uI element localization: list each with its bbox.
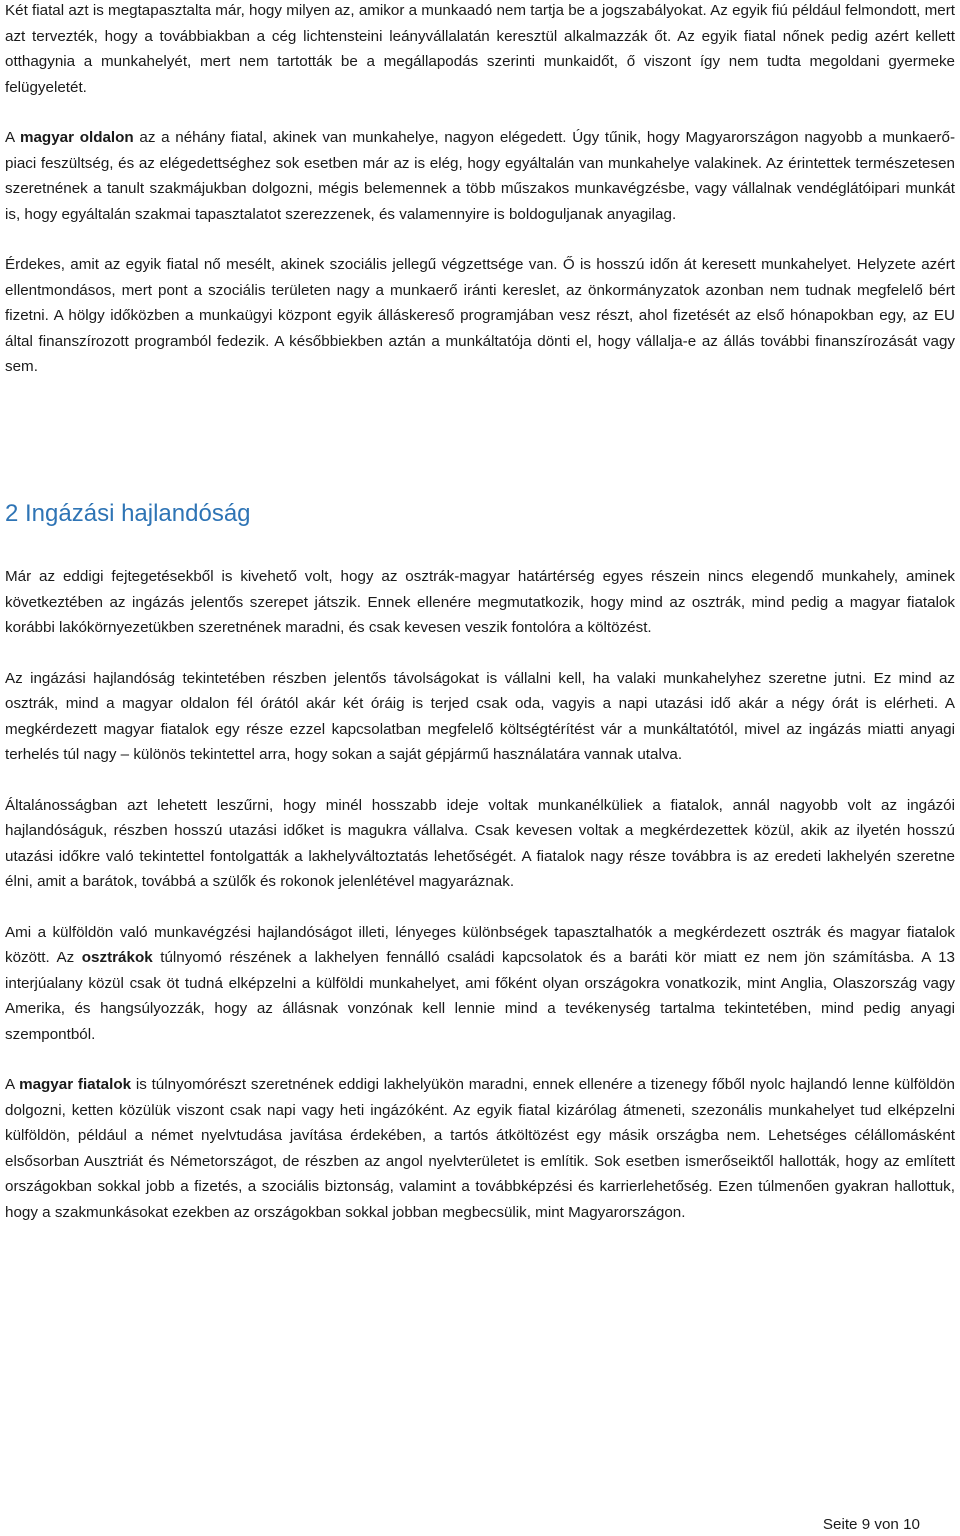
paragraph-3: [5, 252, 955, 380]
paragraph-6: [5, 793, 955, 895]
top-section: [5, 0, 955, 380]
text-run: az a néhány fiatal, akinek van munkahelye, nagyon elégedett. Úgy tűnik, hogy Magyarországon nagyobb a munkaerő-piaci feszültség, és az elégedettséghez sok esetben már az is elég, hogy egyáltalán van munkahelye valakinek. Az érintettek természetesen szeretnének a tanult szakmájukban dolgozni, mégis belemennek a több műszakos munkavégzésbe, vagy vállalnak vendéglátóipari munkát is, hogy egyáltalán szakmai tapasztalatot szerezzenek, és valamennyire is boldoguljanak anyagilag.: [5, 129, 956, 223]
bottom-section: [5, 564, 955, 1225]
paragraph-8: [5, 1072, 955, 1225]
paragraph-2: [5, 125, 955, 227]
text-run: Két fiatal azt is megtapasztalta már, hogy milyen az, amikor a munkaadó nem tartja be a jogszabályokat. Az egyik fiú például felmondott, mert azt tervezték, hogy a továbbiakban a cég lichtensteini leányvállalatán keresztül alkalmazzák őt. Az egyik fiatal nőnek pedig azért kellett otthagynia a munkahelyét, mert nem tartották be a megállapodás szerinti munkaidőt, ő viszont így nem tudta megoldani gyermeke felügyeletét.: [5, 2, 955, 96]
text-run: Általánosságban azt lehetett leszűrni, hogy minél hosszabb ideje voltak munkanélküliek a fiatalok, annál nagyobb volt az ingázói hajlandóságuk, részben hosszú utazási időket is magukra vállalva. Csak kevesen voltak a megkérdezettek közül, akik az ilyetén hosszú utazási időkre való tekintettel fontolgatták a lakhelyváltoztatás lehetőségét. A fiatalok nagy része továbbra is az eredeti lakhelyén szeretne élni, amit a barátok, továbbá a szülők és rokonok jelenlétével magyaráznak.: [5, 796, 955, 890]
paragraph-4: [5, 564, 955, 641]
text-run: túlnyomó részének a lakhelyen fennálló családi kapcsolatok és a baráti kör miatt ez nem jön számításba. A 13 interjúalany közül csak öt tudná elképzelni a külföldi munkahelyet, ami főként olyan országokra vonatkozik, mint Anglia, Olaszország vagy Amerika, és hangsúlyozzák, hogy az állásnak vonzónak kell lennie mind a tevékenység tartalma tekintetében, mind pedig anyagi szempontból.: [5, 949, 955, 1043]
paragraph-5: [5, 666, 955, 768]
text-run: A: [5, 1076, 20, 1093]
text-run: Az ingázási hajlandóság tekintetében részben jelentős távolságokat is vállalni kell, ha valaki munkahelyhez szeretne jutni. Ez mind az osztrák, mind a magyar oldalon fél órától akár két óráig is terjed csak oda, vagyis a napi utazási idő akár a négy órát is elérheti. A megkérdezett magyar fiatalok egy része ezzel kapcsolatban megfelelő költségtérítést vár a munkáltatótól, mivel az ingázás miatti anyagi terhelés túl nagy – különös tekintettel arra, hogy sokan a saját gépjármű használatára vannak utalva.: [5, 669, 955, 763]
text-run: is túlnyomórészt szeretnének eddigi lakhelyükön maradni, ennek ellenére a tizenegy főből nyolc hajlandó lenne külföldön dolgozni, ketten közülük viszont csak napi vagy heti ingázóként. Az egyik fiatal kizárólag átmeneti, szezonális munkahelyet tud elképzelni külföldön, például a német nyelvtudása javítása érdekében, a tartós átköltözést egy másik országba nem. Lehetséges célállomásként elsősorban Ausztriát és Németországot, de részben az angol nyelvterületet is említik. Sok esetben ismerőseiktől hallották, hogy az említett országokban sokkal jobb a fizetés, a szociális biztonság, valamint a továbbképzési és karrierlehetőség. Ezen túlmenően gyakran hallottuk, hogy a szakmunkásokat ezekben az országokban sokkal jobban megbecsülik, mint Magyarországon.: [5, 1076, 955, 1221]
bold-text-run: magyar fiatalok: [19, 1076, 132, 1093]
text-run: Ami a külföldön való munkavégzési hajlandóságot illeti, lényeges különbségek tapasztalhatók a megkérdezett osztrák és magyar fiatalok között. Az: [5, 923, 955, 966]
text-run: A: [5, 129, 20, 146]
bold-text-run: osztrákok: [81, 949, 153, 966]
text-run: Érdekes, amit az egyik fiatal nő mesélt, akinek szociális jellegű végzettsége van. Ő is hosszú időn át keresett munkahelyet. Helyzete azért ellentmondásos, mert pont a szociális területen nagy a munkaerő iránti kereslet, az önkormányzatok azonban nem tudnak megfelelő bért fizetni. A hölgy időközben a munkaügyi központ egyik álláskereső programjában vesz részt, ahol fizetését az első hónapokban egy, az EU által finanszírozott programból fedezik. A későbbiekben aztán a munkáltatója dönti el, hogy vállalja-e az állás további finanszírozását vagy sem.: [5, 256, 955, 375]
text-run: Már az eddigi fejtegetésekből is kivehető volt, hogy az osztrák-magyar határtérség egyes részein nincs elegendő munkahely, aminek következtében az ingázás jelentős szerepet játszik. Ennek ellenére megmutatkozik, hogy mind az osztrák, mind pedig a magyar fiatalok korábbi lakókörnyezetükben szeretnének maradni, és csak kevesen veszik fontolóra a költözést.: [5, 568, 955, 636]
paragraph-1: [5, 0, 955, 100]
paragraph-7: [5, 920, 955, 1048]
page-number-footer: Seite 9 von 10: [822, 1516, 920, 1533]
bold-text-run: magyar oldalon: [19, 129, 134, 146]
section-heading: 2 Ingázási hajlandóság: [5, 500, 251, 527]
